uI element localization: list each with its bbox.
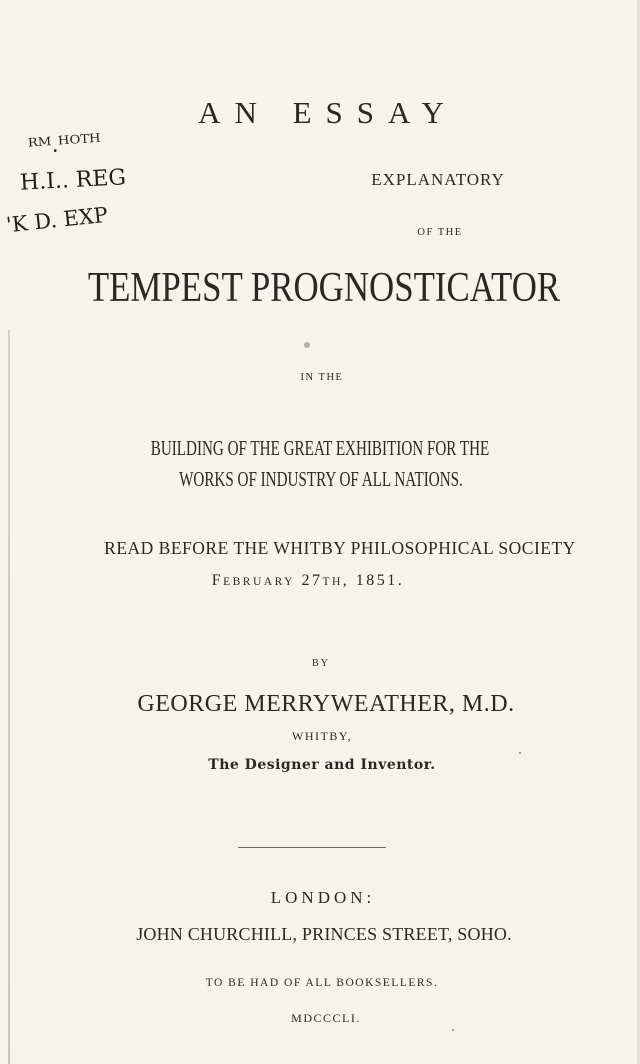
date-month-rest: EBRUARY (223, 576, 295, 588)
paper-speck (452, 1029, 454, 1031)
stamp-line-3: 'K D. EXP (5, 202, 109, 238)
imprint-sold-by: TO BE HAD OF ALL BOOKSELLERS. (205, 977, 439, 989)
explanatory-label: EXPLANATORY (371, 170, 505, 189)
author-name: GEORGE MERRYWEATHER, M.D. (137, 691, 515, 717)
stamp-line-1: ᴿᴹ.ᴴᴼᵀᴴ (27, 129, 102, 159)
in-the-label: IN THE (300, 372, 344, 383)
main-title: TEMPEST PROGNOSTICATOR (87, 265, 561, 311)
imprint-publisher: JOHN CHURCHILL, PRINCES STREET, SOHO. (136, 924, 512, 944)
author-designation: The Designer and Inventor. (208, 757, 436, 773)
reading-date: FEBRUARY 27TH, 1851. (211, 572, 405, 589)
date-month-initial: F (211, 572, 224, 589)
date-year: 1851. (355, 572, 405, 589)
author-location: WHITBY, (292, 729, 352, 743)
date-day: 27 (301, 572, 323, 589)
ink-dot (304, 342, 310, 348)
by-label: BY (312, 658, 330, 669)
read-before-line: READ BEFORE THE WHITBY PHILOSOPHICAL SOCIETY (104, 538, 576, 558)
date-day-suffix: TH (322, 576, 343, 588)
essay-heading: AN ESSAY (198, 95, 458, 130)
divider-rule (238, 847, 386, 848)
stamp-line-2: H.I.. REG (19, 165, 127, 196)
imprint-year: MDCCCLI. (291, 1011, 361, 1025)
subtitle-line-1: BUILDING OF THE GREAT EXHIBITION FOR THE (150, 436, 490, 460)
imprint-city: LONDON: (270, 888, 376, 907)
subtitle-line-2: WORKS OF INDUSTRY OF ALL NATIONS. (179, 467, 463, 491)
paper-speck (519, 752, 521, 754)
of-the-label: OF THE (417, 227, 463, 238)
